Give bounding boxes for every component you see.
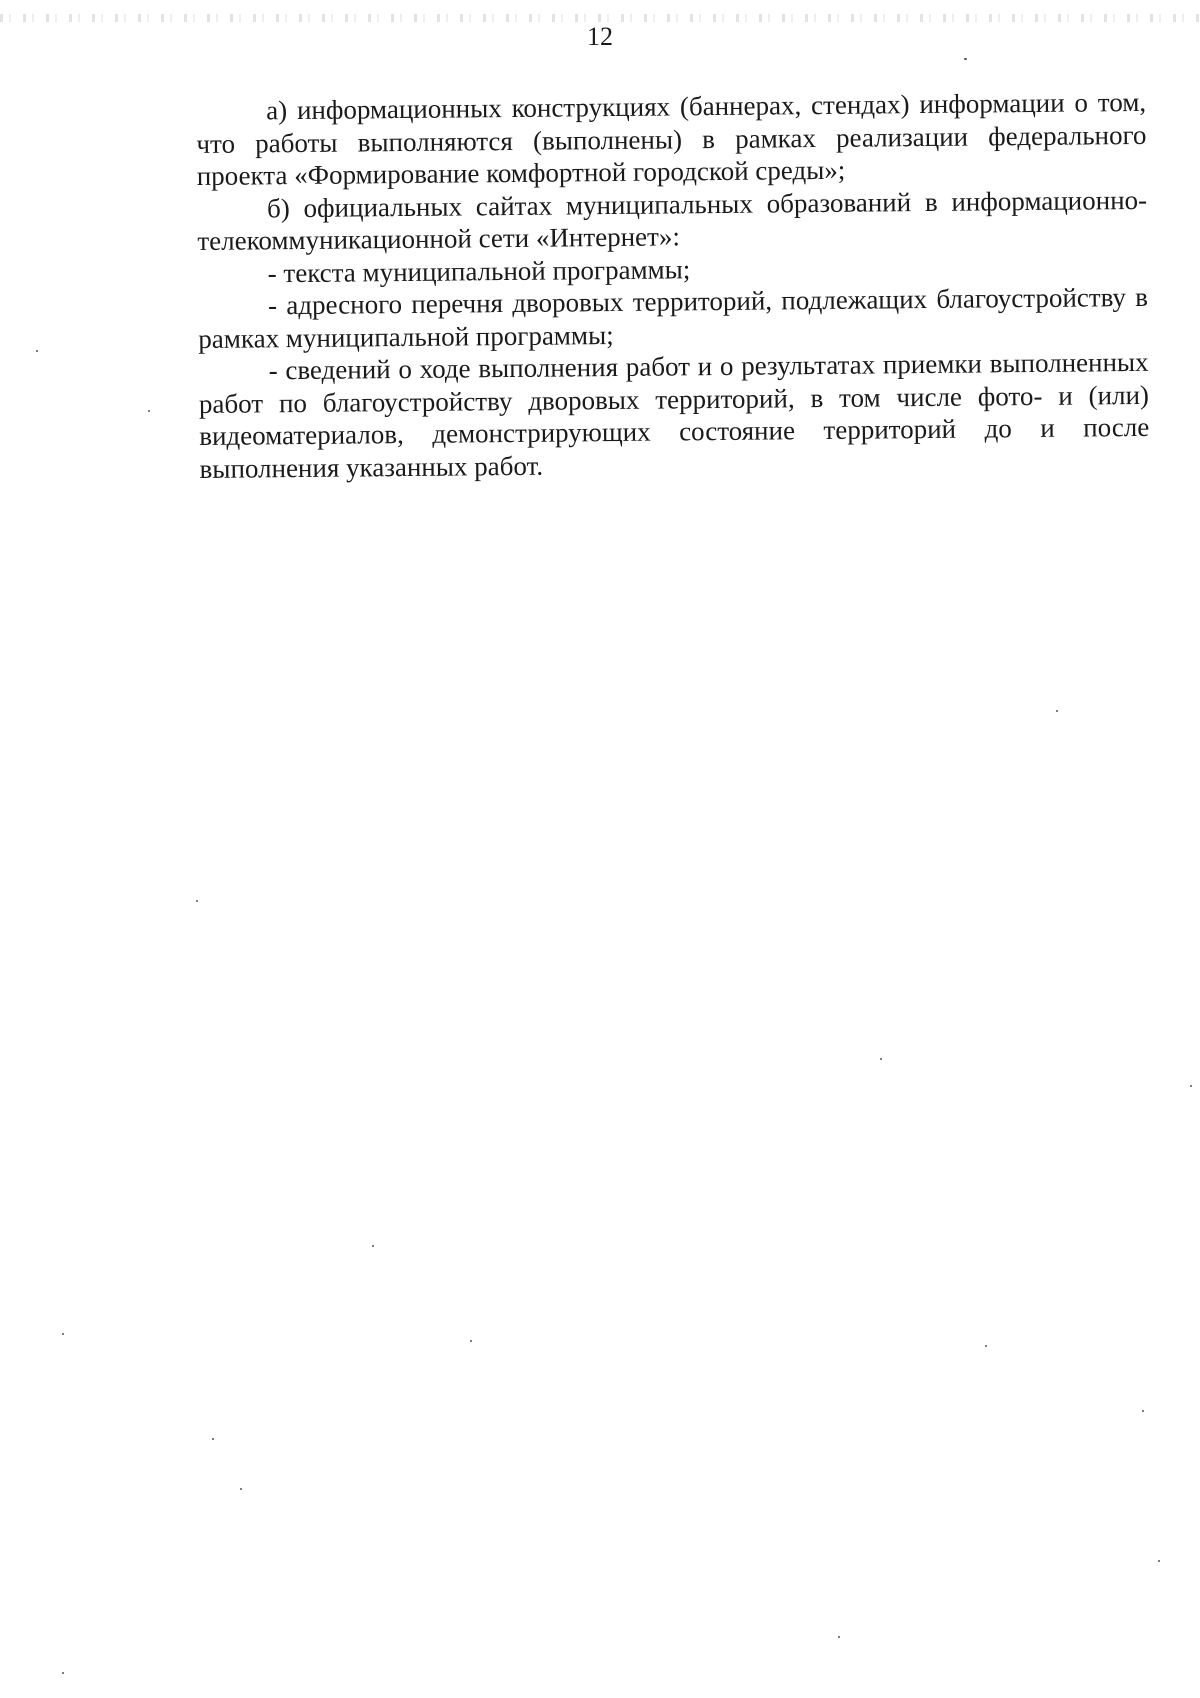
scan-speck bbox=[1142, 1410, 1144, 1412]
scan-speck bbox=[985, 1345, 987, 1347]
scan-speck bbox=[240, 1488, 242, 1490]
scan-speck bbox=[62, 1333, 64, 1335]
list-item-work-progress: - сведений о ходе выполнения работ и о результатах приемки выполненных работ по благоустройству дворовых территорий, в том числе фото- и (или) видеоматериалов, демонстрирующих состояние территорий до и после выполнения указанных работ. bbox=[198, 346, 1150, 484]
scan-speck bbox=[964, 58, 967, 60]
document-body bbox=[196, 86, 1150, 485]
list-item-address-list: - адресного перечня дворовых территорий, подлежащих благоустройству в рамках муниципальной программы; bbox=[198, 281, 1149, 354]
scan-speck bbox=[196, 900, 198, 902]
scan-speck bbox=[1158, 1560, 1160, 1562]
list-item-program-text: - текста муниципальной программы; bbox=[267, 253, 691, 288]
page-number: 12 bbox=[587, 22, 613, 51]
scan-artifact-strip bbox=[0, 14, 1200, 22]
scan-speck bbox=[838, 1636, 840, 1638]
scan-speck bbox=[36, 350, 38, 352]
paragraph-b: б) официальных сайтах муниципальных образований в информационно-телекоммуникационной сети «Интернет»: bbox=[197, 184, 1148, 256]
scan-speck bbox=[470, 1340, 472, 1342]
scan-speck bbox=[62, 1672, 64, 1674]
scan-speck bbox=[1056, 710, 1058, 712]
paragraph-a: а) информационных конструкциях (баннерах, стендах) информации о том, что работы выполняются (выполнены) в рамках реализации федерального проекта «Формирование комфортной городской среды»; bbox=[196, 86, 1147, 191]
scan-speck bbox=[1190, 1085, 1192, 1087]
scan-speck bbox=[212, 1438, 214, 1440]
scan-speck bbox=[148, 410, 150, 412]
scan-speck bbox=[372, 1245, 374, 1247]
scan-speck bbox=[880, 1058, 882, 1060]
